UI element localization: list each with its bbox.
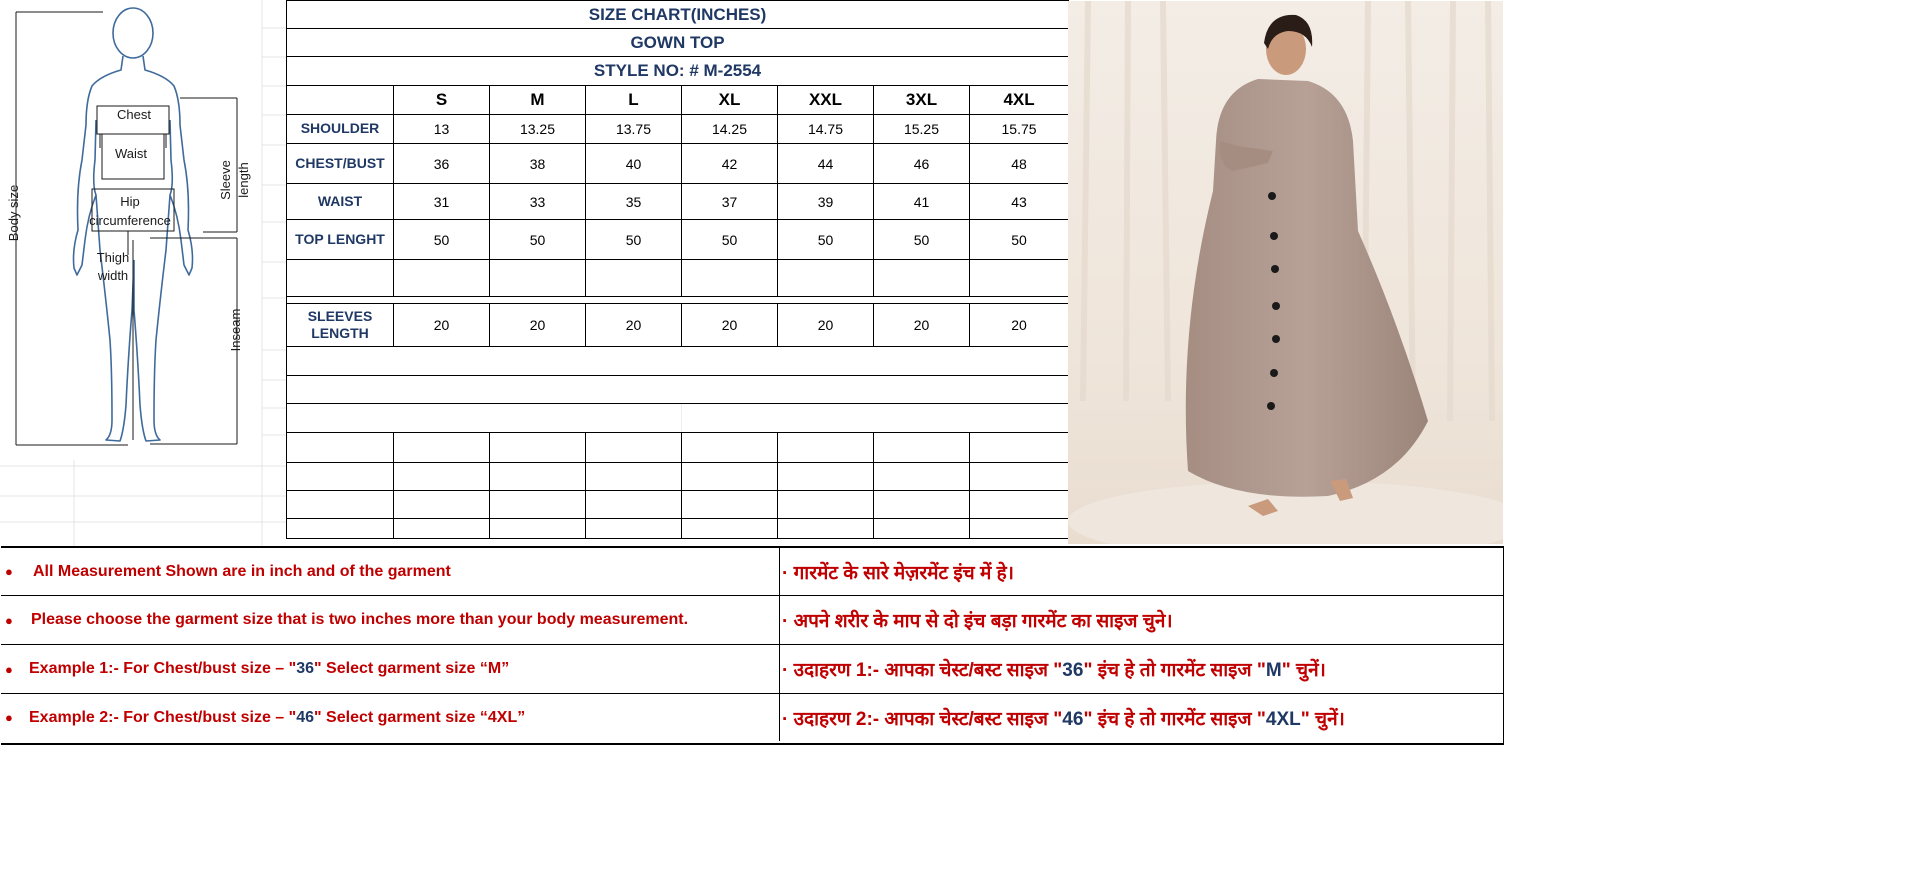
empty-row xyxy=(287,433,1069,463)
chart-title: SIZE CHART(INCHES) xyxy=(287,1,1069,29)
table-cell: 20 xyxy=(394,304,490,347)
table-cell: 35 xyxy=(586,184,682,220)
label-hip: Hip xyxy=(120,194,140,209)
table-cell: 20 xyxy=(682,304,778,347)
size-header: S xyxy=(394,86,490,115)
bullet-icon: ● xyxy=(5,612,13,628)
note-text-hi: · गारमेंट के सारे मेज़रमेंट इंच में हे। xyxy=(782,562,1014,584)
table-cell: 20 xyxy=(490,304,586,347)
table-cell: 50 xyxy=(682,220,778,260)
empty-row xyxy=(287,519,1069,539)
table-cell: 20 xyxy=(778,304,874,347)
size-header: XXL xyxy=(778,86,874,115)
table-cell: 46 xyxy=(874,144,970,184)
size-header: 4XL xyxy=(970,86,1069,115)
bullet-icon: ● xyxy=(5,564,13,579)
header-corner xyxy=(287,86,394,115)
table-cell: 48 xyxy=(970,144,1069,184)
row-label-waist: WAIST xyxy=(287,184,394,220)
size-header: L xyxy=(586,86,682,115)
table-cell: 38 xyxy=(490,144,586,184)
table-cell: 14.75 xyxy=(778,115,874,144)
bullet-icon: ● xyxy=(5,710,13,725)
label-sleeve: Sleeve xyxy=(218,160,233,200)
note-text-hi: · उदाहरण 2:- आपका चेस्ट/बस्ट साइज "46" इंच हे तो गारमेंट साइज "4XL" चुनें। xyxy=(782,708,1345,730)
table-cell: 43 xyxy=(970,184,1069,220)
label-chest: Chest xyxy=(117,107,151,122)
empty-row xyxy=(287,347,1069,376)
label-waist: Waist xyxy=(114,146,148,161)
size-header-row xyxy=(287,86,1069,115)
table-row xyxy=(287,115,1069,144)
model-photo xyxy=(1068,1,1503,544)
label-thigh-width: width xyxy=(97,268,129,283)
size-header: XL xyxy=(682,86,778,115)
label-body-size: Body size xyxy=(6,184,21,242)
empty-row xyxy=(287,260,1069,297)
table-row xyxy=(287,184,1069,220)
row-label-sleeves-length xyxy=(287,304,394,347)
table-cell: 44 xyxy=(778,144,874,184)
table-cell: 50 xyxy=(874,220,970,260)
bullet-icon: ● xyxy=(5,661,13,677)
table-cell: 31 xyxy=(394,184,490,220)
row-label-top-length: TOP LENGHT xyxy=(287,220,394,260)
note-text-hi: · अपने शरीर के माप से दो इंच बड़ा गारमेंट का साइज चुने। xyxy=(782,611,1173,632)
table-cell: 40 xyxy=(586,144,682,184)
note-row xyxy=(1,694,1503,741)
label-thigh: Thigh xyxy=(96,250,130,265)
row-label-chest-bust: CHEST/BUST xyxy=(287,144,394,184)
table-row xyxy=(287,304,1069,347)
table-cell: 13.25 xyxy=(490,115,586,144)
note-row xyxy=(1,548,1503,595)
table-cell: 50 xyxy=(778,220,874,260)
table-cell: 50 xyxy=(394,220,490,260)
table-cell: 50 xyxy=(586,220,682,260)
size-chart-table xyxy=(286,0,1069,539)
size-header: 3XL xyxy=(874,86,970,115)
chart-subtitle: GOWN TOP xyxy=(287,29,1069,57)
table-cell: 33 xyxy=(490,184,586,220)
body-measurement-figure xyxy=(0,0,286,460)
style-number: STYLE NO: # M-2554 xyxy=(287,57,1069,86)
table-cell: 15.75 xyxy=(970,115,1069,144)
note-text-en: All Measurement Shown are in inch and of the garment xyxy=(33,562,451,580)
note-text-hi: · उदाहरण 1:- आपका चेस्ट/बस्ट साइज "36" इंच हे तो गारमेंट साइज "M" चुनें। xyxy=(782,660,1326,681)
empty-row xyxy=(287,404,1069,433)
table-cell: 13.75 xyxy=(586,115,682,144)
empty-row xyxy=(287,491,1069,519)
table-cell: 41 xyxy=(874,184,970,220)
note-text-en: Example 1:- For Chest/bust size – "36" Select garment size “M” xyxy=(29,660,510,677)
size-header: M xyxy=(490,86,586,115)
table-cell: 13 xyxy=(394,115,490,144)
note-text-en: Please choose the garment size that is two inches more than your body measurement. xyxy=(31,611,689,628)
table-cell: 14.25 xyxy=(682,115,778,144)
gap-row xyxy=(287,297,1069,304)
table-cell: 37 xyxy=(682,184,778,220)
empty-row xyxy=(287,463,1069,491)
note-text-en: Example 2:- For Chest/bust size – "46" Select garment size “4XL” xyxy=(29,708,526,726)
table-cell: 36 xyxy=(394,144,490,184)
empty-row xyxy=(287,376,1069,404)
sleeves-label-line2: LENGTH xyxy=(311,325,369,341)
label-hip-circumference: circumference xyxy=(89,213,171,228)
table-cell: 20 xyxy=(586,304,682,347)
notes-section xyxy=(1,546,1504,745)
table-cell: 39 xyxy=(778,184,874,220)
table-cell: 50 xyxy=(490,220,586,260)
note-row xyxy=(1,596,1503,644)
table-cell: 42 xyxy=(682,144,778,184)
table-cell: 50 xyxy=(970,220,1069,260)
label-sleeve-length: length xyxy=(236,162,251,198)
sleeves-label-line1: SLEEVES xyxy=(307,307,373,324)
note-row xyxy=(1,645,1503,693)
row-label-shoulder: SHOULDER xyxy=(287,115,394,144)
label-inseam: Inseam xyxy=(228,308,243,352)
table-cell: 20 xyxy=(970,304,1069,347)
table-cell: 15.25 xyxy=(874,115,970,144)
table-cell: 20 xyxy=(874,304,970,347)
table-row xyxy=(287,144,1069,184)
table-row xyxy=(287,220,1069,260)
